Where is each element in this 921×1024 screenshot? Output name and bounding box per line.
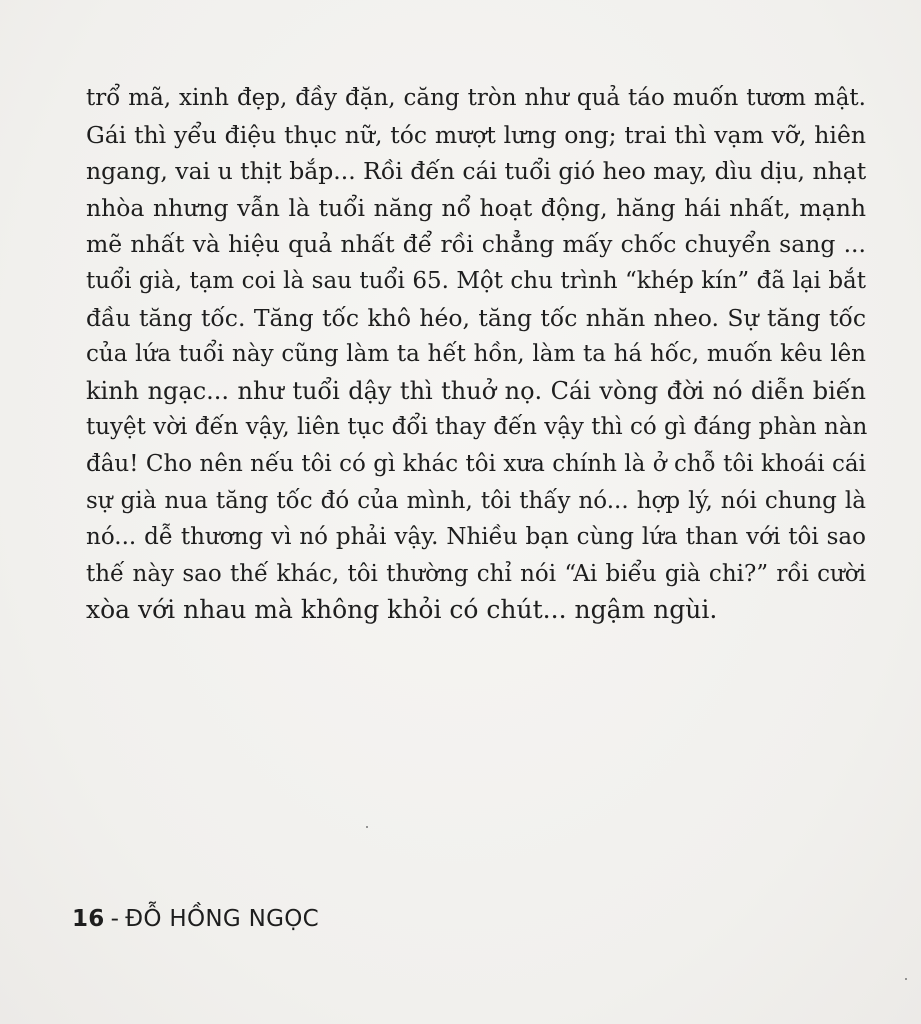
text-line: sự già nua tăng tốc đó của mình, tôi thấy nó... hợp lý, nói chung là [86, 487, 866, 514]
text-line: kinh ngạc... như tuổi dậy thì thuở nọ. Cái vòng đời nó diễn biến [86, 376, 866, 405]
text-line: Gái thì yểu điệu thục nữ, tóc mượt lưng ong; trai thì vạm vỡ, hiên [86, 120, 866, 149]
text-line: trổ mã, xinh đẹp, đầy đặn, căng tròn như quả táo muốn tươm mật. [86, 85, 866, 111]
text-line: thế này sao thế khác, tôi thường chỉ nói “Ai biểu già chi?” rồi cười [86, 560, 866, 587]
text-line: của lứa tuổi này cũng làm ta hết hồn, làm ta há hốc, muốn kêu lên [86, 341, 866, 368]
page-footer [72, 906, 319, 932]
paper-speck [366, 826, 368, 828]
text-line: đâu! Cho nên nếu tôi có gì khác tôi xưa chính là ở chỗ tôi khoái cái [86, 450, 866, 477]
paper-speck [905, 978, 907, 980]
text-line: xòa với nhau mà không khỏi có chút... ngậm ngùi. [86, 595, 718, 625]
text-line: đầu tăng tốc. Tăng tốc khô héo, tăng tốc nhăn nheo. Sự tăng tốc [86, 303, 866, 332]
body-paragraph [86, 80, 866, 629]
text-line: tuyệt vời đến vậy, liên tục đổi thay đến vậy thì có gì đáng phàn nàn [86, 414, 868, 441]
page-number: 16 [72, 906, 105, 932]
text-line: tuổi già, tạm coi là sau tuổi 65. Một chu trình “khép kín” đã lại bắt [86, 267, 866, 294]
text-line: nó... dễ thương vì nó phải vậy. Nhiều bạn cùng lứa than với tôi sao [86, 524, 866, 551]
author-name: ĐỖ HỒNG NGỌC [125, 906, 319, 932]
text-line: mẽ nhất và hiệu quả nhất để rồi chẳng mấy chốc chuyển sang ... [86, 230, 866, 259]
text-line: nhòa nhưng vẫn là tuổi năng nổ hoạt động, hăng hái nhất, mạnh [86, 193, 866, 222]
text-line: ngang, vai u thịt bắp... Rồi đến cái tuổi gió heo may, dìu dịu, nhạt [86, 157, 867, 186]
footer-separator: - [110, 906, 120, 932]
